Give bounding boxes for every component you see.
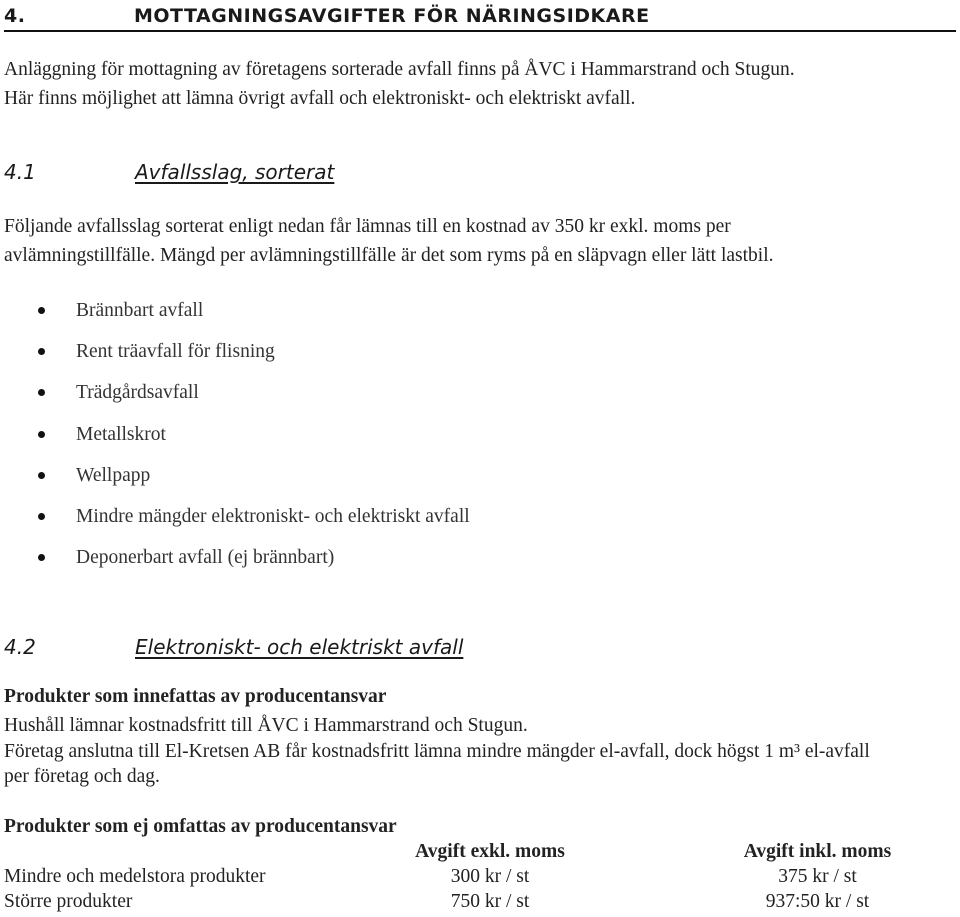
section-4-1-number: 4.1 bbox=[4, 160, 36, 184]
bullet-icon bbox=[38, 348, 45, 355]
table-row-product: Mindre och medelstora produkter bbox=[4, 866, 266, 887]
list-item bbox=[0, 331, 470, 372]
intro-line-2: Här finns möjlighet att lämna övrigt avfall och elektroniskt- och elektriskt avfall. bbox=[4, 88, 636, 109]
section-4-intro bbox=[4, 55, 795, 113]
companies-text-line-2: per företag och dag. bbox=[4, 766, 160, 787]
list-item-label: Trädgårdsavfall bbox=[76, 382, 199, 404]
list-item-label: Metallskrot bbox=[76, 423, 166, 445]
list-item-label: Rent träavfall för flisning bbox=[76, 341, 275, 363]
list-item bbox=[0, 290, 470, 331]
bullet-icon bbox=[38, 389, 45, 396]
households-text: Hushåll lämnar kostnadsfritt till ÅVC i Hammarstrand och Stugun. bbox=[4, 715, 528, 736]
bullet-icon bbox=[38, 431, 45, 438]
table-row-product: Större produkter bbox=[4, 891, 133, 912]
table-row-fee-incl: 937:50 kr / st bbox=[765, 891, 870, 912]
list-item-label: Wellpapp bbox=[76, 464, 151, 486]
bullet-icon bbox=[38, 307, 45, 314]
bullet-icon bbox=[38, 513, 45, 520]
table-row-fee-excl: 750 kr / st bbox=[450, 891, 530, 912]
list-item-label: Brännbart avfall bbox=[76, 300, 204, 321]
section-4-1-title: Avfallsslag, sorterat bbox=[135, 160, 335, 184]
column-header-incl-vat: Avgift inkl. moms bbox=[743, 841, 892, 862]
text-line-2: avlämningstillfälle. Mängd per avlämningstillfälle är det som ryms på en släpvagn eller lätt lastbil. bbox=[4, 245, 774, 266]
producer-responsibility-heading: Produkter som innefattas av producentansvar bbox=[4, 686, 387, 707]
bullet-icon bbox=[38, 472, 45, 479]
text-line-1: Följande avfallsslag sorterat enligt nedan får lämnas till en kostnad av 350 kr exkl. moms per bbox=[4, 216, 731, 237]
table-row-fee-incl: 375 kr / st bbox=[778, 866, 857, 887]
section-4-2-heading bbox=[4, 635, 463, 659]
table-row-fee-excl: 300 kr / st bbox=[450, 866, 530, 887]
bullet-icon bbox=[38, 554, 45, 561]
section-4-heading bbox=[4, 2, 956, 32]
companies-text-line-1: Företag anslutna till El-Kretsen AB får kostnadsfritt lämna mindre mängder el-avfall, dock högst 1 m³ el-avfall bbox=[4, 741, 870, 762]
waste-type-list bbox=[0, 290, 470, 578]
list-item bbox=[0, 372, 470, 413]
list-item bbox=[0, 414, 470, 455]
intro-line-1: Anläggning för mottagning av företagens sorterade avfall finns på ÅVC i Hammarstrand och Stugun. bbox=[4, 59, 795, 80]
section-4-2-title: Elektroniskt- och elektriskt avfall bbox=[135, 635, 464, 659]
list-item-label: Deponerbart avfall (ej brännbart) bbox=[76, 547, 335, 569]
list-item bbox=[0, 496, 470, 537]
list-item-label: Mindre mängder elektroniskt- och elektriskt avfall bbox=[76, 505, 470, 527]
section-4-title: MOTTAGNINGSAVGIFTER FÖR NÄRINGSIDKARE bbox=[134, 5, 650, 27]
section-4-number: 4. bbox=[4, 5, 26, 27]
no-producer-responsibility-heading: Produkter som ej omfattas av producentansvar bbox=[4, 816, 397, 837]
section-4-1-heading bbox=[4, 160, 334, 184]
column-header-excl-vat: Avgift exkl. moms bbox=[415, 841, 565, 862]
list-item bbox=[0, 455, 470, 496]
list-item bbox=[0, 537, 470, 578]
section-4-1-text bbox=[4, 212, 774, 270]
section-4-2-number: 4.2 bbox=[4, 635, 36, 659]
